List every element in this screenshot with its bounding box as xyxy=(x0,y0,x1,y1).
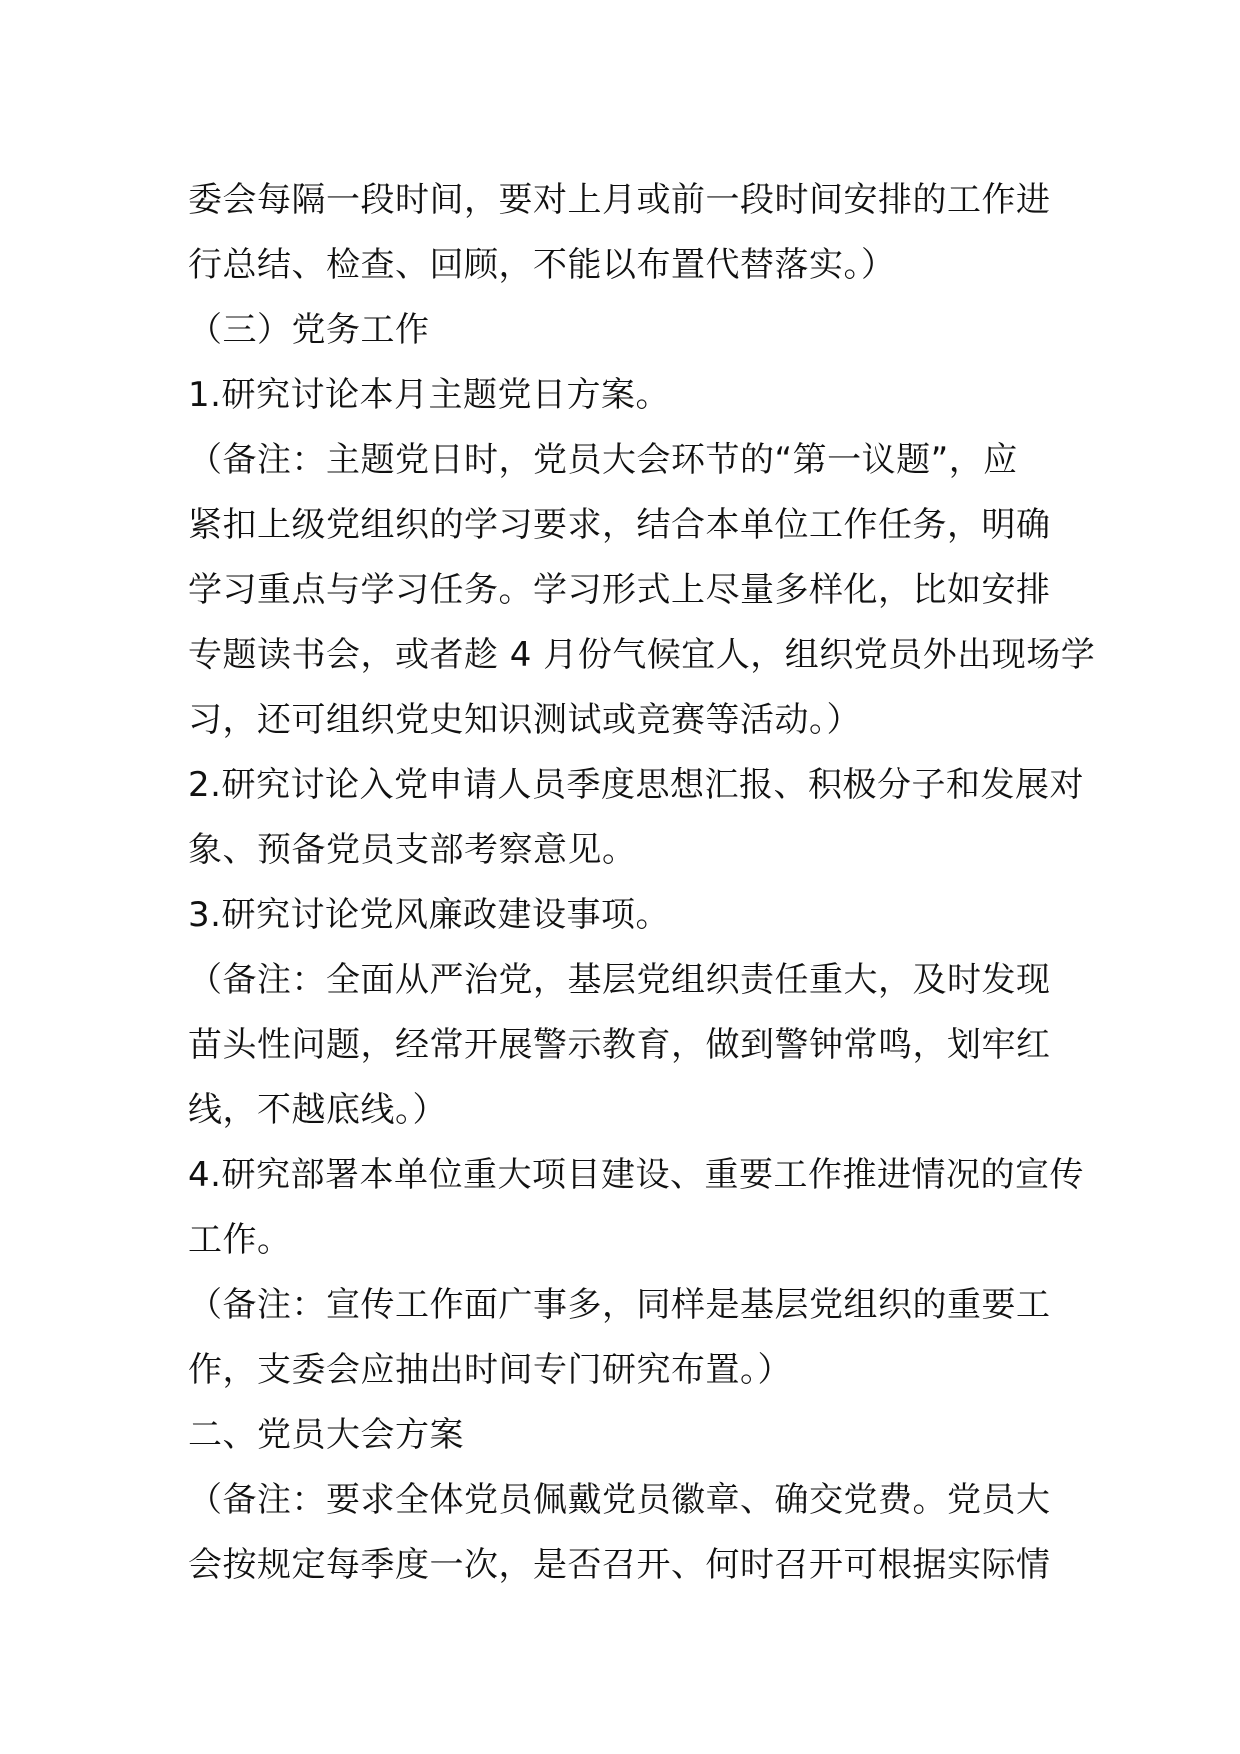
body-text-line: 委会每隔一段时间，要对上月或前一段时间安排的工作进 xyxy=(188,180,1051,220)
note-text-line: 线，不越底线。） xyxy=(188,1090,447,1130)
note-text-line: 会按规定每季度一次，是否召开、何时召开可根据实际情 xyxy=(188,1545,1051,1585)
note-text-line: （备注：要求全体党员佩戴党员徽章、确交党费。党员大 xyxy=(188,1480,1051,1520)
list-item: 3.研究讨论党风廉政建设事项。 xyxy=(188,895,670,935)
document-body xyxy=(188,168,1096,1598)
list-item-continuation: 象、预备党员支部考察意见。 xyxy=(188,830,637,870)
note-text-line: 学习重点与学习任务。学习形式上尽量多样化，比如安排 xyxy=(188,570,1051,610)
body-text-line: 行总结、检查、回顾，不能以布置代替落实。） xyxy=(188,245,896,285)
note-text-line: 习，还可组织党史知识测试或竞赛等活动。） xyxy=(188,700,861,740)
list-item: 2.研究讨论入党申请人员季度思想汇报、积极分子和发展对 xyxy=(188,765,1084,805)
note-text-line: （备注：主题党日时，党员大会环节的“第一议题”，应 xyxy=(188,440,1018,480)
list-item-continuation: 工作。 xyxy=(188,1220,292,1260)
note-text-line: 专题读书会，或者趁 4 月份气候宜人，组织党员外出现场学 xyxy=(188,635,1096,675)
note-text-line: 苗头性问题，经常开展警示教育，做到警钟常鸣，划牢红 xyxy=(188,1025,1051,1065)
list-item: 1.研究讨论本月主题党日方案。 xyxy=(188,375,670,415)
list-item: 4.研究部署本单位重大项目建设、重要工作推进情况的宣传 xyxy=(188,1155,1084,1195)
section-heading: 二、党员大会方案 xyxy=(188,1415,464,1455)
note-text-line: 紧扣上级党组织的学习要求，结合本单位工作任务，明确 xyxy=(188,505,1051,545)
section-heading: （三）党务工作 xyxy=(188,310,430,350)
note-text-line: （备注：宣传工作面广事多，同样是基层党组织的重要工 xyxy=(188,1285,1051,1325)
note-text-line: （备注：全面从严治党，基层党组织责任重大，及时发现 xyxy=(188,960,1051,1000)
note-text-line: 作，支委会应抽出时间专门研究布置。） xyxy=(188,1350,792,1390)
